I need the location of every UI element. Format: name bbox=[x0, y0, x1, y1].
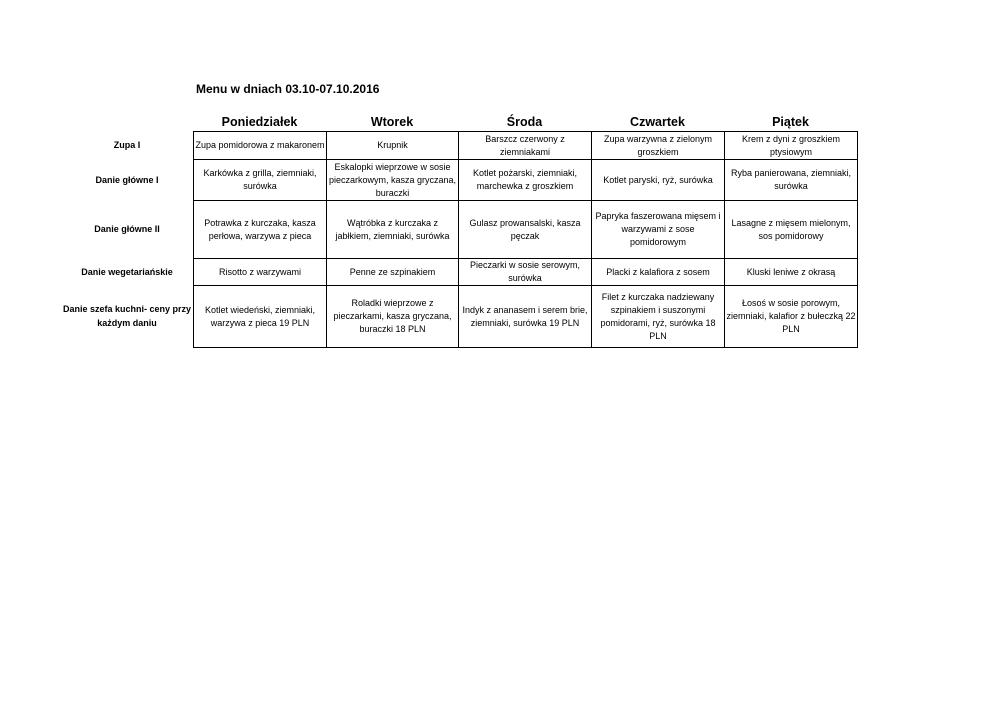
menu-cell: Papryka faszerowana mięsem i warzywami z sose pomidorowym bbox=[592, 201, 725, 259]
menu-cell: Zupa pomidorowa z makaronem bbox=[194, 132, 327, 160]
menu-cell: Krupnik bbox=[327, 132, 459, 160]
menu-cell: Lasagne z mięsem mielonym, sos pomidorowy bbox=[725, 201, 858, 259]
menu-cell: Potrawka z kurczaka, kasza perłowa, warzywa z pieca bbox=[194, 201, 327, 259]
menu-cell: Wątróbka z kurczaka z jabłkiem, ziemniaki, surówka bbox=[327, 201, 459, 259]
menu-cell: Ryba panierowana, ziemniaki, surówka bbox=[725, 160, 858, 201]
menu-cell: Barszcz czerwony z ziemniakami bbox=[459, 132, 592, 160]
day-header-thursday: Czwartek bbox=[630, 115, 685, 129]
day-header-wednesday: Środa bbox=[506, 115, 543, 129]
menu-cell: Kotlet pożarski, ziemniaki, marchewka z groszkiem bbox=[459, 160, 592, 201]
menu-cell: Kotlet wiedeński, ziemniaki, warzywa z pieca 19 PLN bbox=[194, 286, 327, 348]
menu-cell: Zupa warzywna z zielonym groszkiem bbox=[592, 132, 725, 160]
day-header-friday: Piątek bbox=[772, 115, 809, 129]
menu-cell: Eskalopki wieprzowe w sosie pieczarkowym, kasza gryczana, buraczki bbox=[327, 160, 459, 201]
menu-cell: Filet z kurczaka nadziewany szpinakiem i suszonymi pomidorami, ryż, surówka 18 PLN bbox=[592, 286, 725, 348]
menu-cell: Kotlet paryski, ryż, surówka bbox=[592, 160, 725, 201]
day-header-tuesday: Wtorek bbox=[370, 115, 414, 129]
row-label-soup: Zupa I bbox=[113, 140, 141, 150]
table-row bbox=[194, 160, 858, 201]
menu-cell: Pieczarki w sosie serowym, surówka bbox=[459, 259, 592, 286]
row-label-main-course-1: Danie główne I bbox=[95, 174, 159, 185]
row-label-main-course-2: Danie główne II bbox=[94, 224, 160, 234]
menu-cell: Penne ze szpinakiem bbox=[327, 259, 459, 286]
row-label-chef-special: Danie szefa kuchni- ceny przy każdym daniu bbox=[62, 304, 192, 328]
table-row bbox=[194, 201, 858, 259]
menu-cell: Łosoś w sosie porowym, ziemniaki, kalafior z bułeczką 22 PLN bbox=[725, 286, 858, 348]
menu-cell: Placki z kalafiora z sosem bbox=[592, 259, 725, 286]
page-title: Menu w dniach 03.10-07.10.2016 bbox=[196, 82, 380, 96]
row-label-vegetarian: Danie wegetariańskie bbox=[81, 266, 173, 277]
menu-cell: Indyk z ananasem i serem brie, ziemniaki, surówka 19 PLN bbox=[459, 286, 592, 348]
menu-cell: Karkówka z grilla, ziemniaki, surówka bbox=[194, 160, 327, 201]
menu-table bbox=[193, 131, 858, 348]
table-row bbox=[194, 132, 858, 160]
menu-cell: Kluski leniwe z okrasą bbox=[725, 259, 858, 286]
menu-cell: Roladki wieprzowe z pieczarkami, kasza gryczana, buraczki 18 PLN bbox=[327, 286, 459, 348]
day-header-monday: Poniedziałek bbox=[221, 115, 298, 129]
table-row bbox=[194, 259, 858, 286]
menu-cell: Risotto z warzywami bbox=[194, 259, 327, 286]
table-row bbox=[194, 286, 858, 348]
menu-cell: Gulasz prowansalski, kasza pęczak bbox=[459, 201, 592, 259]
menu-cell: Krem z dyni z groszkiem ptysiowym bbox=[725, 132, 858, 160]
